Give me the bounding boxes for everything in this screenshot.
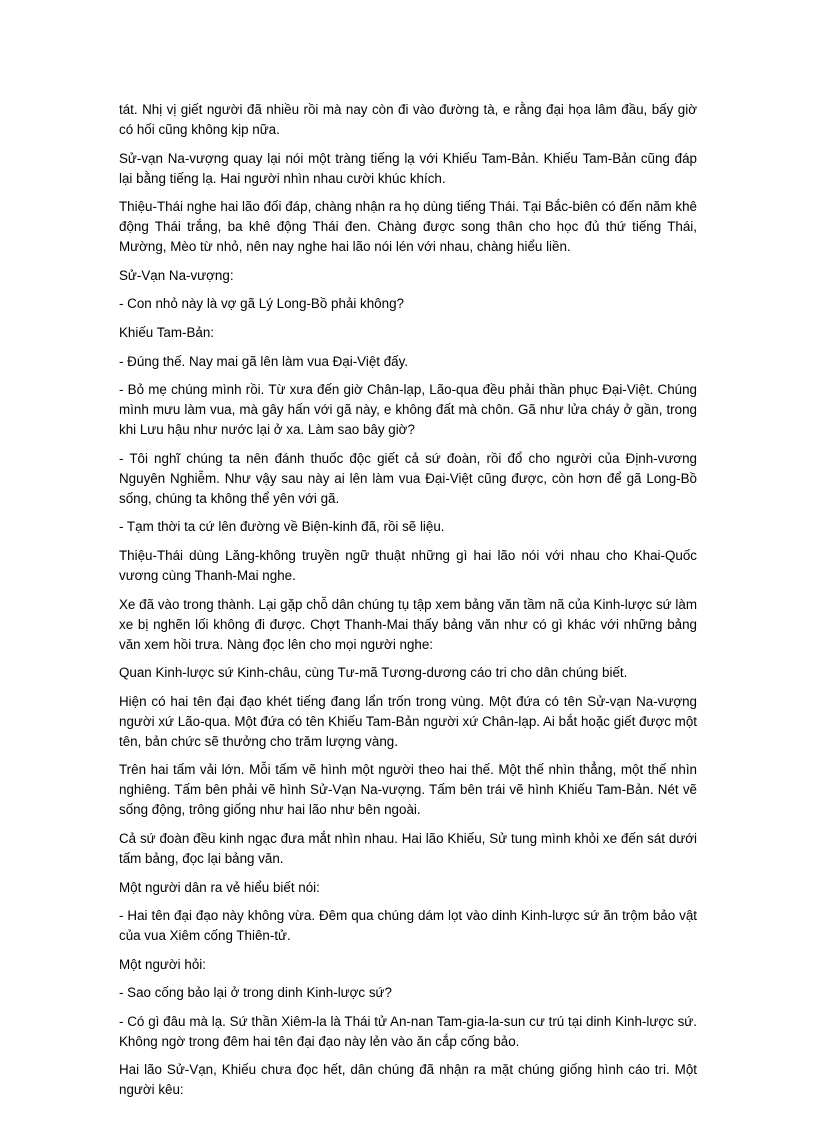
paragraph-2: Sử-vạn Na-vượng quay lại nói một tràng tiếng lạ với Khiếu Tam-Bản. Khiếu Tam-Bản cũng đáp lại bằng tiếng lạ. Hai người nhìn nhau cười khúc khích. (119, 150, 697, 186)
paragraph-7: - Đúng thế. Nay mai gã lên làm vua Đại-Việt đấy. (119, 353, 409, 369)
paragraph-16: Cả sứ đoàn đều kinh ngạc đưa mắt nhìn nhau. Hai lão Khiếu, Sử tung mình khỏi xe đến sát dưới tấm bảng, đọc lại bảng văn. (119, 830, 697, 866)
paragraph-13: Quan Kinh-lược sứ Kinh-châu, cùng Tư-mã Tương-dương cáo tri cho dân chúng biết. (119, 665, 628, 681)
paragraph-9: - Tôi nghĩ chúng ta nên đánh thuốc độc giết cả sứ đoàn, rồi đổ cho người của Định-vương Nguyên Nghiễm. Như vậy sau này ai lên làm vua Đại-Việt cũng được, còn hơn để gã Long-Bồ sống, chúng ta không thể yên với gã. (119, 450, 697, 506)
paragraph-20: - Sao cống bảo lại ở trong dinh Kinh-lược sứ? (119, 985, 392, 1001)
paragraph-4: Sử-Vạn Na-vượng: (119, 267, 234, 283)
paragraph-17: Một người dân ra vẻ hiểu biết nói: (119, 879, 320, 895)
paragraph-10: - Tạm thời ta cứ lên đường về Biện-kinh đã, rồi sẽ liệu. (119, 519, 445, 535)
paragraph-6: Khiếu Tam-Bản: (119, 324, 215, 340)
paragraph-14: Hiện có hai tên đại đạo khét tiếng đang lẩn trốn trong vùng. Một đứa có tên Sử-vạn Na-vượng người xứ Lão-qua. Một đứa có tên Khiếu Tam-Bản người xứ Chân-lạp. Ai bắt hoặc giết được một tên, bản chức sẽ thưởng cho trăm lượng vàng. (119, 693, 697, 749)
paragraph-8: - Bỏ mẹ chúng mình rồi. Từ xưa đến giờ Chân-lạp, Lão-qua đều phải thần phục Đại-Việt. Chúng mình mưu làm vua, mà gây hấn với gã này, e không đất mà chôn. Gã như lửa cháy ở gần, trong khi Lưu hậu như nước lại ở xa. Làm sao bây giờ? (119, 382, 697, 438)
paragraph-1: tát. Nhị vị giết người đã nhiều rồi mà nay còn đi vào đường tà, e rằng đại họa lâm đầu, bấy giờ có hối cũng không kịp nữa. (119, 102, 697, 137)
paragraph-12: Xe đã vào trong thành. Lại gặp chỗ dân chúng tụ tập xem bảng văn tầm nã của Kinh-lược sứ làm xe bị nghẽn lối không đi được. Chợt Thanh-Mai thấy bảng văn như có gì khác với những bảng văn xem hồi trưa. Nàng đọc lên cho mọi người nghe: (119, 596, 697, 652)
paragraph-19: Một người hỏi: (119, 956, 206, 972)
paragraph-18: - Hai tên đại đạo này không vừa. Đêm qua chúng dám lọt vào dinh Kinh-lược sứ ăn trộm bảo vật của vua Xiêm cống Thiên-tử. (119, 908, 697, 944)
document-page (119, 100, 697, 1109)
paragraph-15: Trên hai tấm vải lớn. Mỗi tấm vẽ hình một người theo hai thế. Một thế nhìn thẳng, một thế nhìn nghiêng. Tấm bên phải vẽ hình Sử-Vạn Na-vượng. Tấm bên trái vẽ hình Khiếu Tam-Bản. Nét vẽ sống động, trông giống như hai lão như bên ngoài. (119, 762, 697, 818)
paragraph-5: - Con nhỏ này là vợ gã Lý Long-Bồ phải không? (119, 296, 404, 312)
paragraph-22: Hai lão Sử-Vạn, Khiếu chưa đọc hết, dân chúng đã nhận ra mặt chúng giống hình cáo tri. Một người kêu: (119, 1062, 697, 1098)
paragraph-3: Thiệu-Thái nghe hai lão đối đáp, chàng nhận ra họ dùng tiếng Thái. Tại Bắc-biên có đến năm khê động Thái trắng, ba khê động Thái đen. Chàng được song thân cho học đủ thứ tiếng Thái, Mường, Mèo từ nhỏ, nên nay nghe hai lão nói lén với nhau, chàng hiểu liền. (119, 199, 697, 255)
paragraph-11: Thiệu-Thái dùng Lăng-không truyền ngữ thuật những gì hai lão nói với nhau cho Khai-Quốc vương cùng Thanh-Mai nghe. (119, 547, 697, 583)
paragraph-21: - Có gì đâu mà lạ. Sứ thần Xiêm-la là Thái tử An-nan Tam-gia-la-sun cư trú tại dinh Kinh-lược sứ. Không ngờ trong đêm hai tên đại đạo này lẻn vào ăn cắp cống bảo. (119, 1013, 697, 1049)
